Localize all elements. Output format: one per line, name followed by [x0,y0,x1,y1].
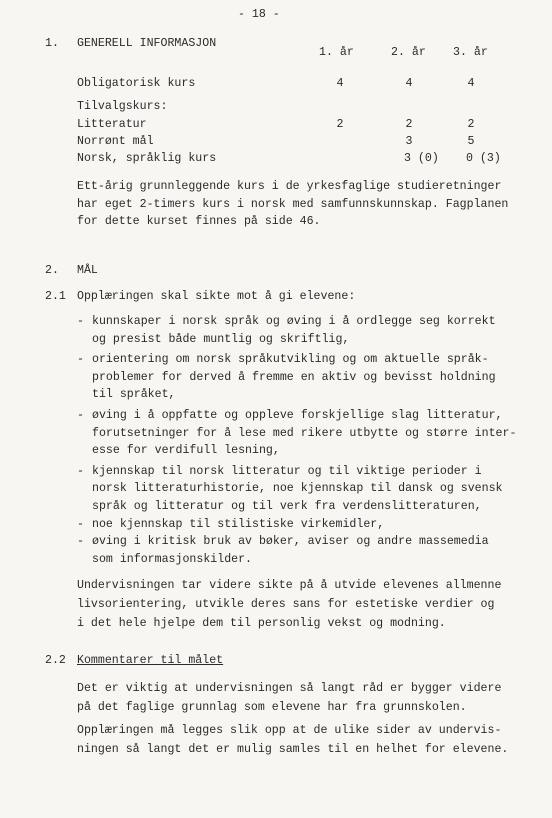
section-2-1-intro: Opplæringen skal sikte mot å gi elevene: [77,290,356,303]
year-header-2: 2. år [391,46,426,59]
section-2-2-paragraph-2: Opplæringen må legges slik opp at de ulike sider av undervis- ningen så langt det er mulig samles til en helhet for elevene. [77,724,509,756]
course-value: 3 [405,135,413,148]
list-item: - kjennskap til norsk litteratur og til viktige perioder i norsk litteraturhistorie, noe kjennskap til dansk og svensk språk og litteratur og til verk fra verdenslitteraturen, [77,464,503,513]
list-item: - kunnskaper i norsk språk og øving i å ordlegge seg korrekt og presist både muntlig og skriftlig, [77,315,496,346]
list-item: - orientering om norsk språkutvikling og om aktuelle språk- problemer for derved å fremme en aktiv og bevisst holdning til språket, [77,353,496,402]
course-value: 3 (0) [404,152,439,165]
course-row-label: Tilvalgskurs: [77,100,168,113]
section-2-title: MÅL [77,264,98,277]
list-item: - noe kjennskap til stilistiske virkemidler, [77,517,385,531]
section-2-1-number: 2.1 [45,290,66,303]
section-1-paragraph: Ett-årig grunnleggende kurs i de yrkesfaglige studieretninger har eget 2-timers kurs i norsk med samfunnskunnskap. Fagplanen for dette kurset finnes på side 46. [77,180,509,228]
course-value: 4 [467,77,475,90]
section-2-2-title: Kommentarer til målet [77,654,224,667]
list-item: - øving i kritisk bruk av bøker, aviser og andre massemedia som informasjonskilder. [77,535,489,566]
goals-list [77,313,516,571]
course-value: 2 [467,118,475,131]
year-header-3: 3. år [453,46,488,59]
section-1-number: 1. [45,37,59,50]
section-2-1-paragraph: Undervisningen tar videre sikte på å utvide elevenes allmenne livsorientering, utvikle deres sans for estetiske verdier og i det hele hjelpe dem til personlig vekst og modning. [77,579,502,630]
course-row-label: Litteratur [77,118,147,131]
course-value: 2 [405,118,413,131]
course-value: 0 (3) [466,152,501,165]
course-row-label: Norsk, språklig kurs [77,152,217,165]
section-2-number: 2. [45,264,59,277]
course-value: 4 [405,77,413,90]
section-2-2-paragraph-1: Det er viktig at undervisningen så langt råd er bygger videre på det faglige grunnlag som elevene har fra grunnskolen. [77,682,502,714]
course-row-label: Norrønt mål [77,135,154,148]
course-value: 2 [336,118,344,131]
course-value: 5 [467,135,475,148]
course-row-label: Obligatorisk kurs [77,77,196,90]
year-header-1: 1. år [319,46,354,59]
section-2-2-number: 2.2 [45,654,66,667]
course-value: 4 [336,77,344,90]
section-1-title: GENERELL INFORMASJON [77,37,217,50]
page-number: - 18 - [238,8,280,21]
list-item: - øving i å oppfatte og oppleve forskjellige slag litteratur, forutsetninger for å lese med rikere utbytte og større inter- esse for verdifull lesning, [77,408,517,458]
